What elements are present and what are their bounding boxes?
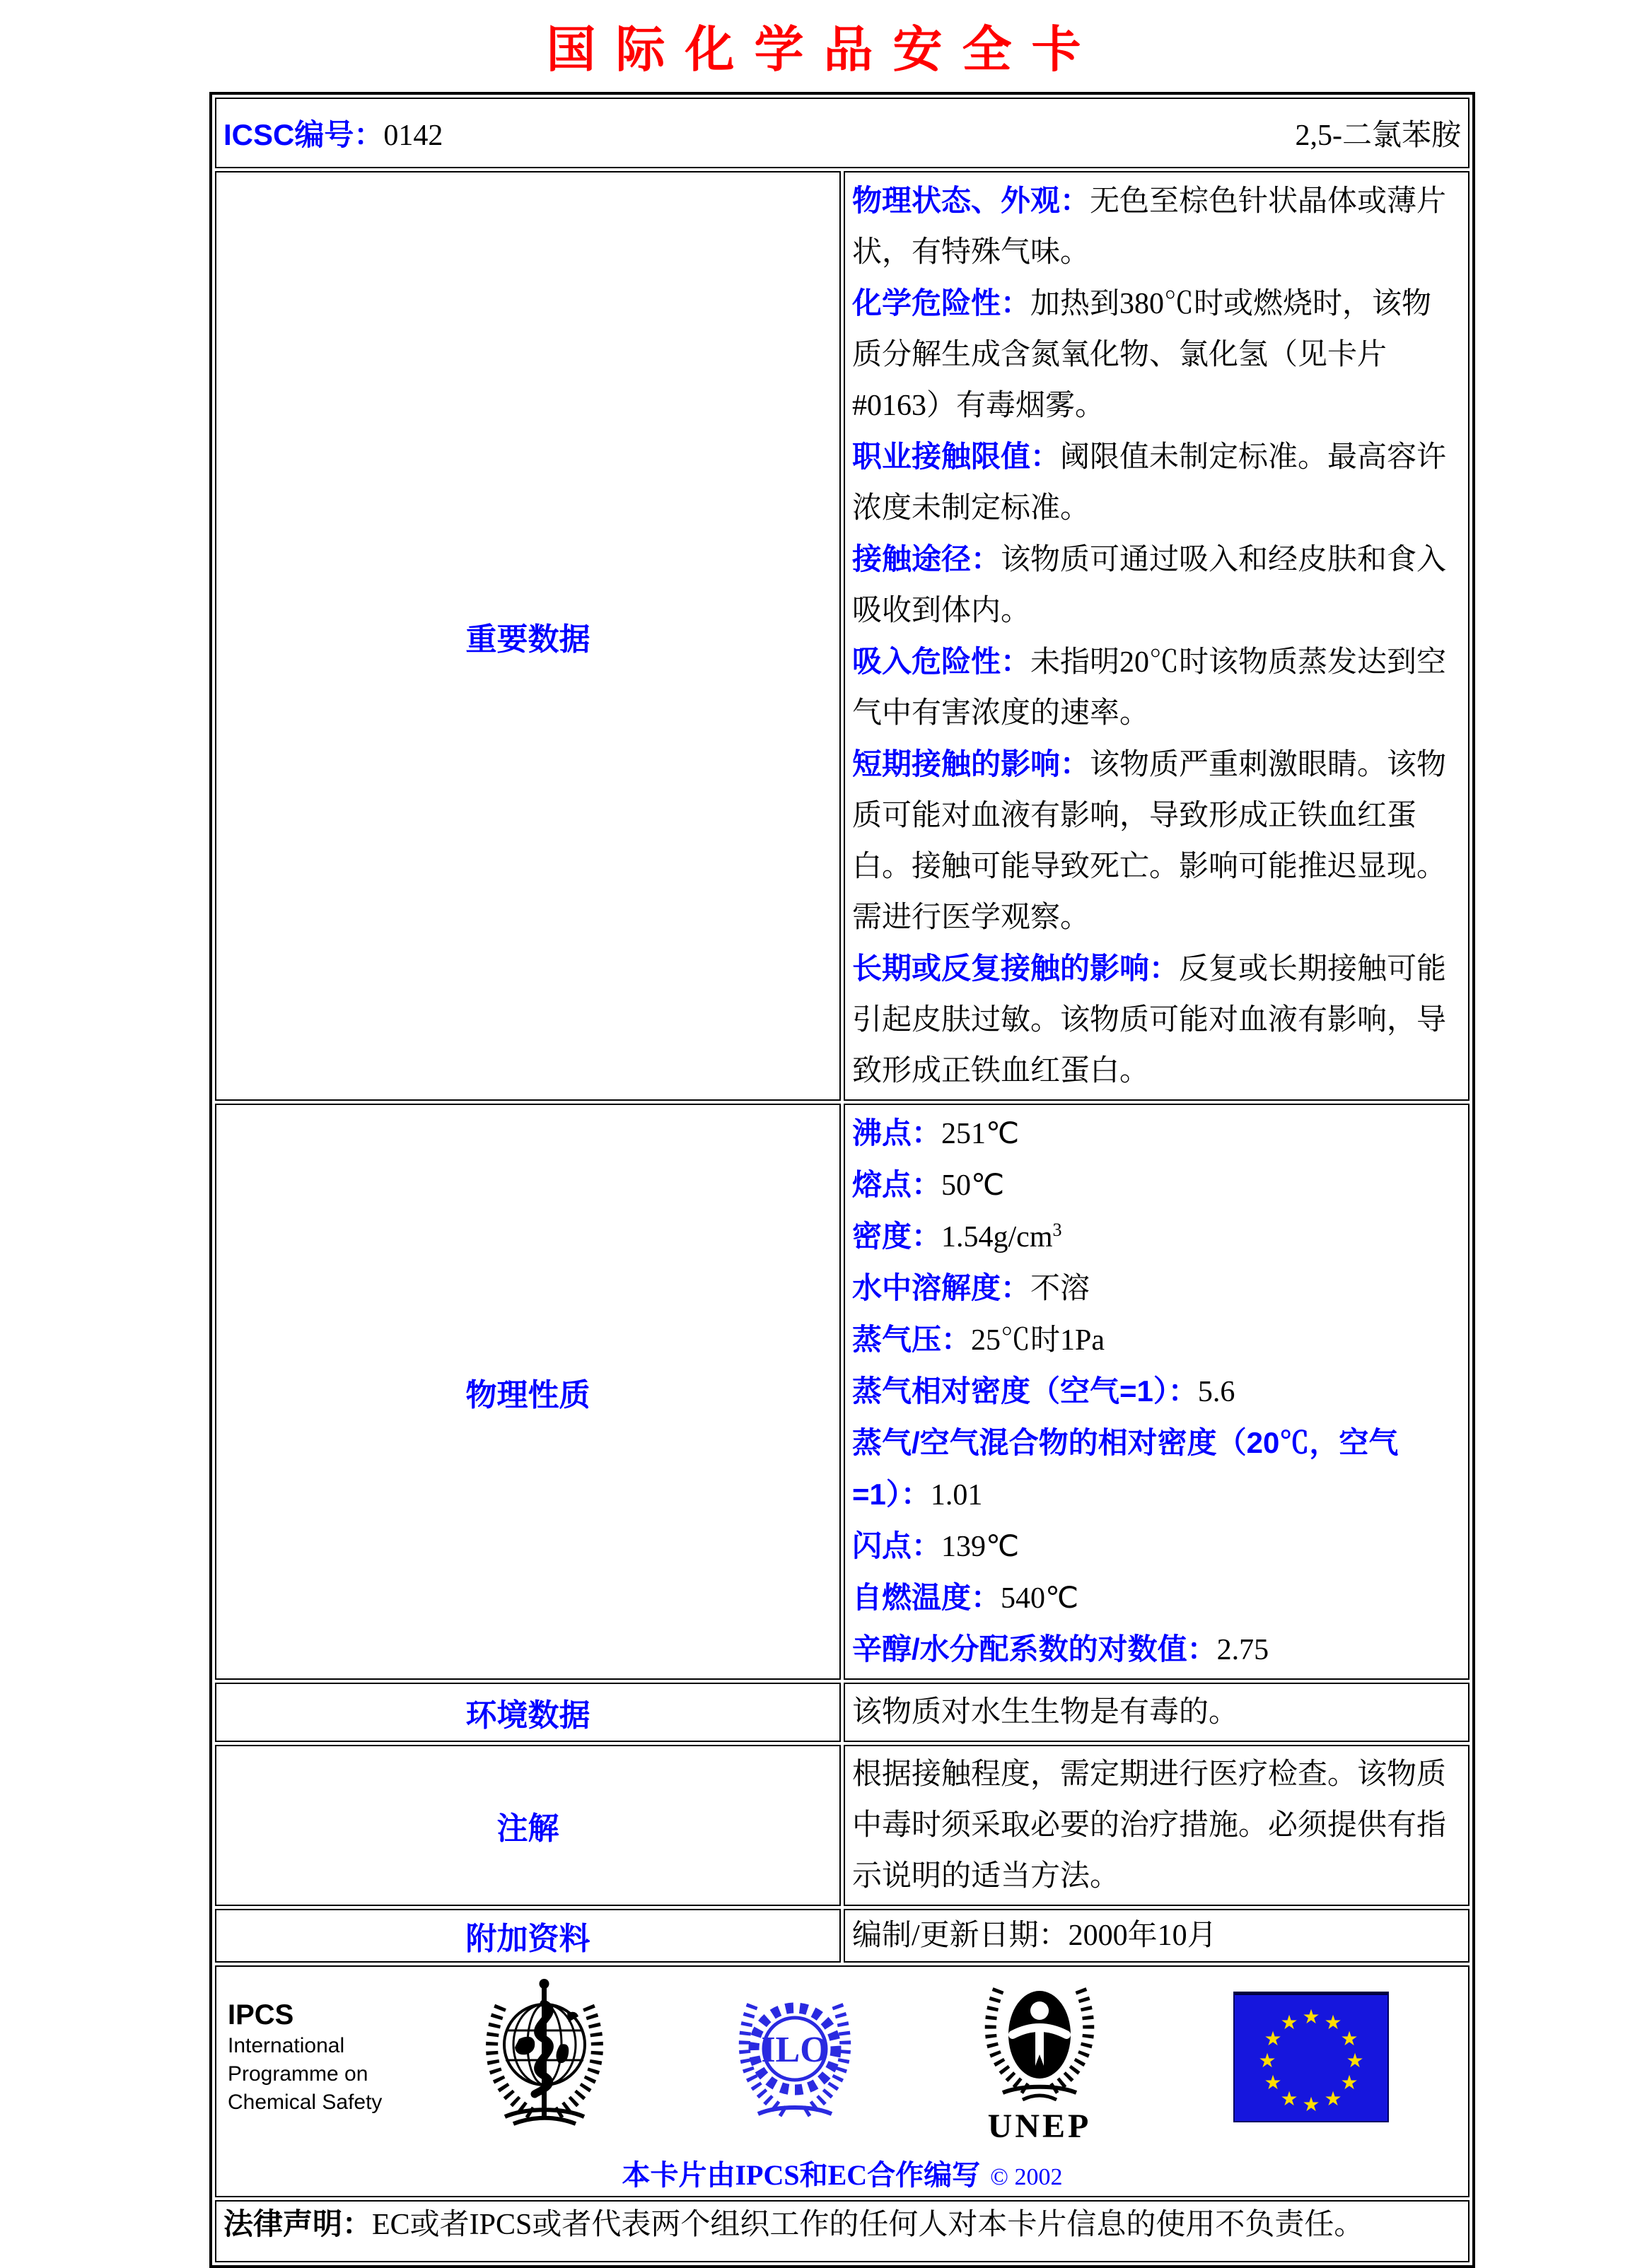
notes-row [215, 1745, 1470, 1906]
item-text: 5.6 [1197, 1376, 1235, 1408]
icsc-number-label: ICSC编号： [223, 118, 384, 151]
data-item [852, 1314, 1461, 1366]
copyright-text: © 2002 [990, 2164, 1063, 2190]
item-label: 吸入危险性： [852, 645, 1031, 678]
item-text: 未指明20℃时该物质蒸发达到空气中有害浓度的速率。 [852, 646, 1447, 730]
data-item [852, 1263, 1461, 1314]
physical-properties-row [215, 1104, 1470, 1680]
caption-text: 本卡片由IPCS和EC合作编写 [622, 2159, 981, 2191]
item-text: 加热到380℃时或燃烧时，该物质分解生成含氮氧化物、氯化氢（见卡片#0163）有毒烟雾。 [852, 288, 1432, 422]
data-item [852, 1521, 1461, 1572]
caption-line [223, 2153, 1461, 2193]
svg-text:★: ★ [1258, 2049, 1276, 2072]
svg-text:★: ★ [1302, 2005, 1320, 2028]
legal-label: 法律声明： [223, 2207, 373, 2240]
update-date-value: 2000年10月 [1068, 1919, 1217, 1952]
data-item [852, 1418, 1461, 1521]
item-label: 自燃温度： [852, 1581, 1001, 1614]
data-item [852, 1159, 1461, 1211]
data-item [852, 1108, 1461, 1159]
section-label-additional-info: 附加资料 [215, 1909, 841, 1963]
eu-flag-icon [1233, 1992, 1389, 2122]
ipcs-line: Programme on [228, 2062, 368, 2086]
data-item [852, 534, 1461, 636]
header-row [215, 98, 1470, 168]
data-item [852, 1913, 1461, 1958]
item-text: 反复或长期接触可能引起皮肤过敏。该物质可能对血液有影响，导致形成正铁血红蛋白。 [852, 953, 1447, 1087]
item-label: 蒸气相对密度（空气=1）： [852, 1374, 1198, 1408]
ipcs-title: IPCS [228, 1999, 294, 2030]
item-text: 该物质对水生生物是有毒的。 [852, 1696, 1239, 1729]
update-date-label: 编制/更新日期： [852, 1919, 1069, 1952]
ilo-letters: ILO [761, 2030, 829, 2070]
item-label: 蒸气压： [852, 1323, 972, 1356]
item-label: 职业接触限值： [852, 440, 1061, 473]
section-label-notes: 注解 [215, 1745, 841, 1906]
item-label: 接触途径： [852, 542, 1001, 575]
item-superscript: 3 [1052, 1220, 1062, 1240]
data-item [852, 1749, 1461, 1902]
svg-text:★: ★ [1324, 2011, 1342, 2034]
svg-text:★: ★ [1280, 2087, 1298, 2110]
ipcs-text-block [228, 1998, 405, 2117]
legal-text: EC或者IPCS或者代表两个组织工作的任何人对本卡片信息的使用不负责任。 [372, 2209, 1364, 2241]
ipcs-line: International [228, 2033, 345, 2057]
additional-info-row [215, 1909, 1470, 1963]
section-label-physical-properties: 物理性质 [215, 1104, 841, 1680]
logos-strip [223, 1970, 1461, 2144]
header-cell [215, 98, 1470, 168]
data-item [852, 636, 1461, 739]
item-text: 25℃时1Pa [971, 1324, 1105, 1357]
data-item [852, 175, 1461, 278]
item-text: 1.01 [930, 1479, 983, 1512]
item-label: 沸点： [852, 1116, 942, 1150]
unep-logo-icon [977, 1970, 1102, 2144]
section-content-important-data [844, 171, 1470, 1101]
who-logo-icon [477, 1977, 612, 2137]
item-label: 密度： [852, 1220, 942, 1253]
section-label-environment-data: 环境数据 [215, 1683, 841, 1742]
item-text: 1.54g/cm [941, 1221, 1053, 1253]
item-text: 50℃ [941, 1169, 1005, 1202]
important-data-row [215, 171, 1470, 1101]
icsc-card-table [209, 92, 1475, 2268]
ipcs-line: Chemical Safety [228, 2090, 383, 2114]
ilo-logo-icon [731, 1981, 859, 2133]
chemical-name: 2,5-二氯苯胺 [1295, 119, 1461, 152]
section-content-notes [844, 1745, 1470, 1906]
svg-text:★: ★ [1264, 2027, 1282, 2050]
item-label: 长期或反复接触的影响： [852, 952, 1180, 985]
data-item [852, 431, 1461, 534]
data-item [852, 1624, 1461, 1676]
data-item [852, 278, 1461, 431]
item-label: 化学危险性： [852, 286, 1031, 320]
item-label: 水中溶解度： [852, 1271, 1031, 1304]
icsc-number-group [223, 112, 443, 154]
logos-row [215, 1965, 1470, 2197]
unep-wordmark: UNEP [987, 2108, 1092, 2145]
logos-cell [215, 1965, 1470, 2197]
data-item [852, 739, 1461, 943]
item-text: 阈限值未制定标准。最高容许浓度未制定标准。 [852, 441, 1447, 525]
svg-text:★: ★ [1264, 2071, 1282, 2094]
svg-text:★: ★ [1324, 2087, 1342, 2110]
item-label: 辛醇/水分配系数的对数值： [852, 1632, 1217, 1666]
item-text: 139℃ [941, 1531, 1020, 1563]
item-text: 该物质严重刺激眼睛。该物质可能对血液有影响，导致形成正铁血红蛋白。接触可能导致死亡。影响可能推迟显现。需进行医学观察。 [852, 749, 1447, 934]
svg-text:★: ★ [1280, 2011, 1298, 2034]
item-label: 闪点： [852, 1529, 942, 1562]
legal-cell [215, 2200, 1470, 2262]
item-text: 540℃ [1001, 1582, 1079, 1615]
item-text: 251℃ [941, 1118, 1020, 1150]
icsc-number-value: 0142 [383, 119, 443, 152]
section-content-environment-data [844, 1683, 1470, 1742]
item-label: 物理状态、外观： [852, 184, 1090, 217]
svg-text:★: ★ [1302, 2093, 1320, 2116]
data-item [852, 1366, 1461, 1418]
section-content-additional-info [844, 1909, 1470, 1963]
svg-text:★: ★ [1340, 2071, 1358, 2094]
item-label: 蒸气/空气混合物的相对密度（20℃，空气=1）： [852, 1426, 1399, 1511]
item-text: 该物质可通过吸入和经皮肤和食入吸收到体内。 [852, 544, 1447, 627]
data-item [852, 1687, 1461, 1738]
data-item [852, 943, 1461, 1097]
svg-text:★: ★ [1340, 2027, 1358, 2050]
header-bar [223, 102, 1461, 164]
svg-text:★: ★ [1346, 2049, 1364, 2072]
legal-row [215, 2200, 1470, 2262]
item-text: 根据接触程度，需定期进行医疗检查。该物质中毒时须采取必要的治疗措施。必须提供有指示说明的适当方法。 [852, 1758, 1447, 1893]
item-label: 短期接触的影响： [852, 747, 1090, 781]
section-label-important-data: 重要数据 [215, 171, 841, 1101]
data-item [852, 1211, 1461, 1263]
item-text: 无色至棕色针状晶体或薄片状，有特殊气味。 [852, 185, 1447, 269]
item-text: 不溶 [1030, 1273, 1090, 1305]
data-item [852, 1572, 1461, 1624]
environment-data-row [215, 1683, 1470, 1742]
section-content-physical-properties [844, 1104, 1470, 1680]
page-title: 国际化学品安全卡 [546, 23, 1101, 78]
item-text: 2.75 [1216, 1634, 1269, 1666]
item-label: 熔点： [852, 1168, 942, 1201]
